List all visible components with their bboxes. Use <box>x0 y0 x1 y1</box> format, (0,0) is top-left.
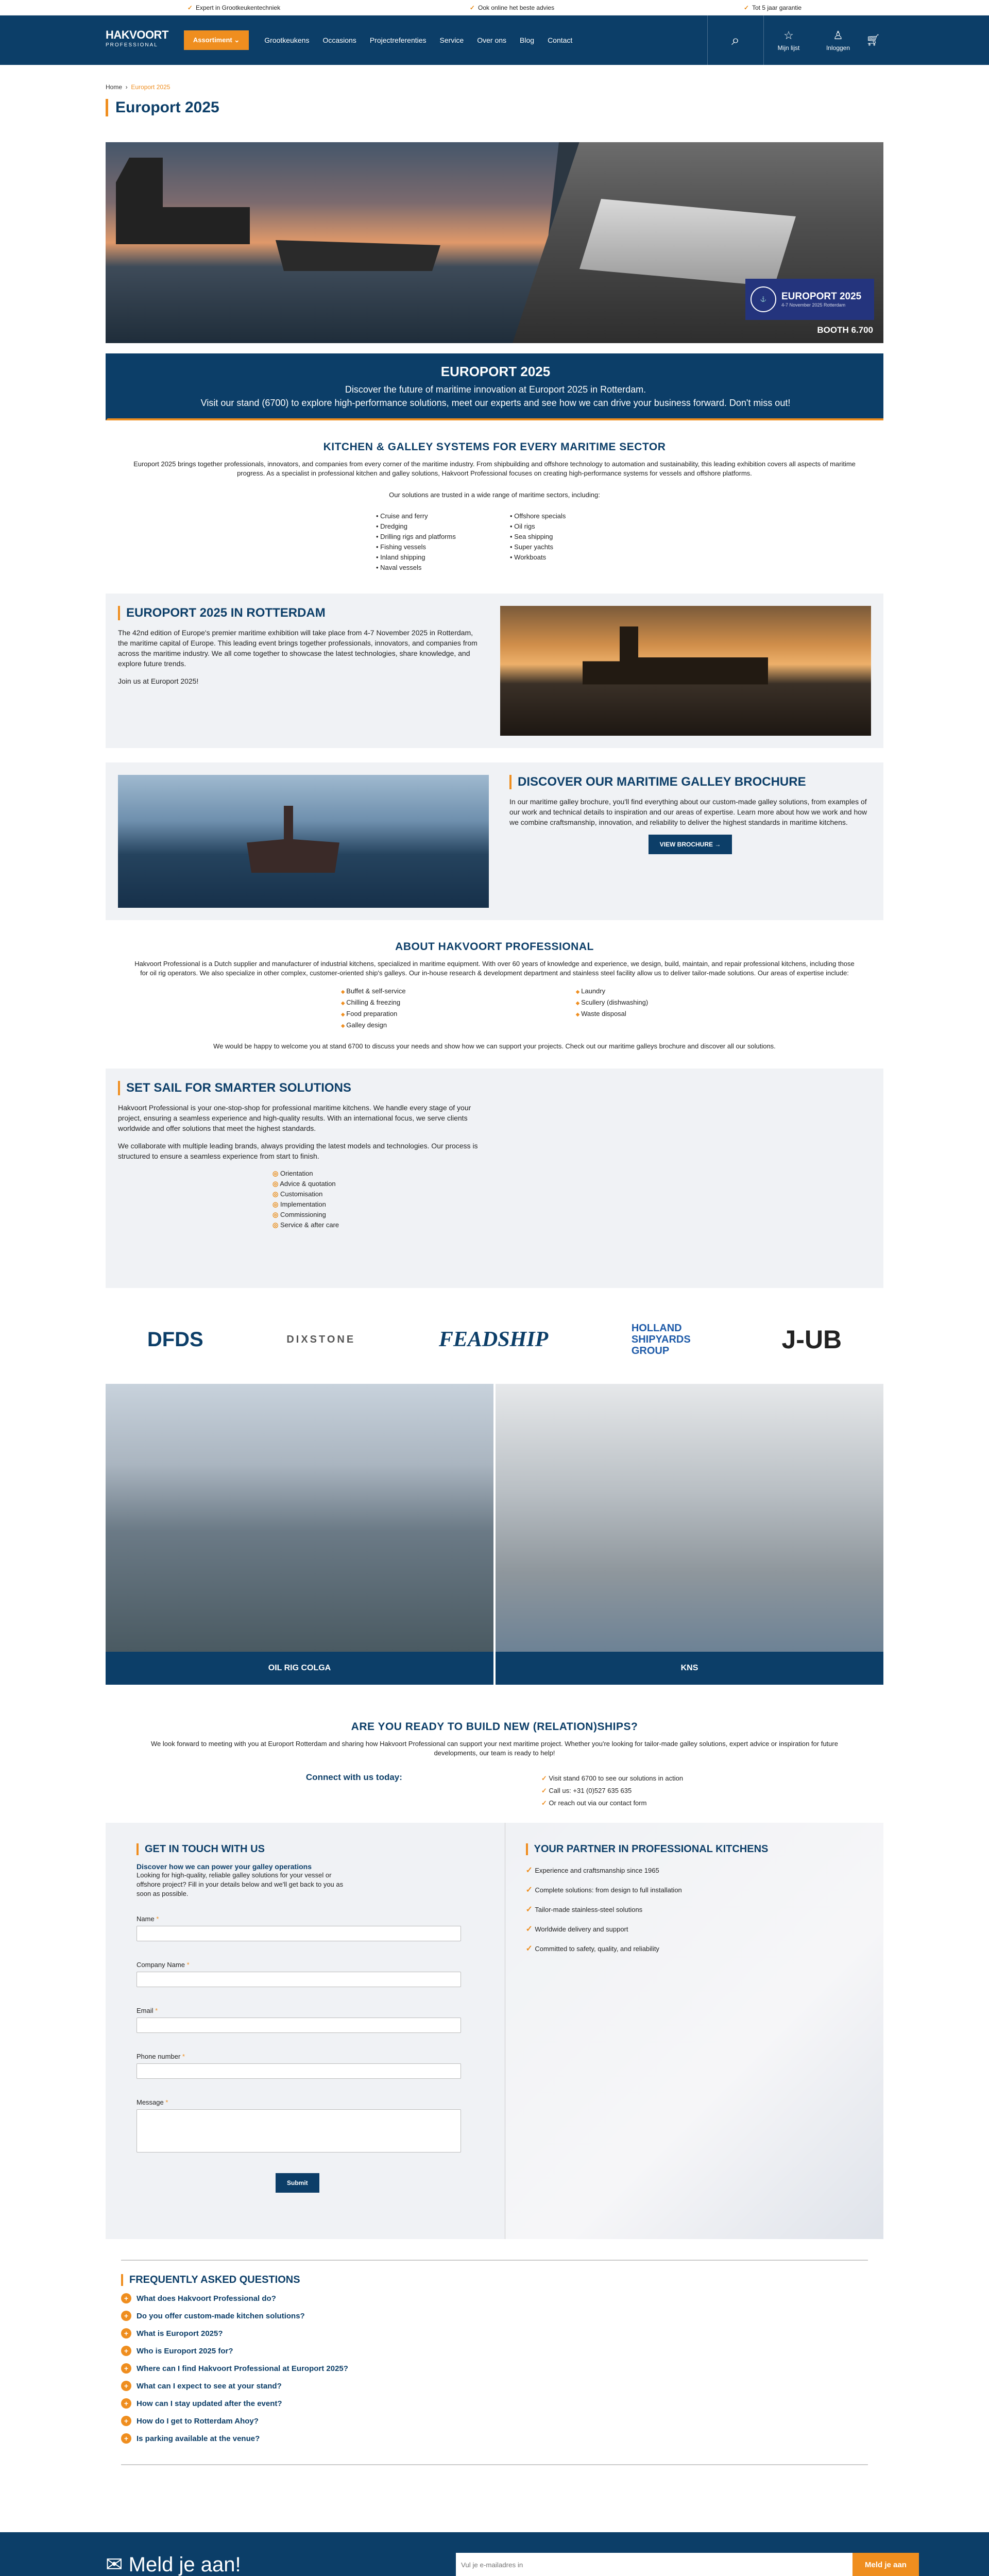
breadcrumb: Home › Europort 2025 <box>106 83 170 91</box>
partner-title: YOUR PARTNER IN PROFESSIONAL KITCHENS <box>526 1843 863 1855</box>
list-item: ◆ Food preparation <box>341 1009 406 1020</box>
faq-question[interactable]: + Is parking available at the venue? <box>121 2433 868 2444</box>
contact-section <box>106 1823 883 2239</box>
usp-bar <box>0 0 989 15</box>
plus-icon: + <box>121 2346 131 2356</box>
list-item: ✓ Experience and craftsmanship since 1965 <box>526 1866 863 1876</box>
rotterdam-join: Join us at Europort 2025! <box>118 677 199 685</box>
cart-icon: 🛒︎ <box>866 33 880 46</box>
banner-title: EUROPORT 2025 <box>440 364 551 379</box>
brochure-section <box>106 762 883 920</box>
banner-line: Visit our stand (6700) to explore high-performance solutions, meet our experts and see how we can drive your business forward. Don't miss out! <box>200 398 791 408</box>
nav-item-projectreferenties[interactable]: Projectreferenties <box>369 36 427 44</box>
search-icon: ⌕ <box>731 31 740 48</box>
rotterdam-section <box>106 594 883 748</box>
plus-icon: + <box>121 2398 131 2409</box>
search-button[interactable] <box>707 15 764 65</box>
submit-button[interactable]: Submit <box>276 2173 319 2193</box>
list-item: ◆ Galley design <box>341 1020 406 1031</box>
faq-question[interactable]: + How can I stay updated after the event? <box>121 2398 868 2409</box>
mail-icon: ✉ <box>106 2553 123 2576</box>
chevron-down-icon: ⌄ <box>234 36 240 44</box>
project-photos <box>106 1384 883 1685</box>
project-card[interactable] <box>106 1384 493 1685</box>
assortiment-button[interactable]: Assortiment ⌄ <box>184 30 249 50</box>
list-item: ◆ Laundry <box>576 986 649 997</box>
list-item: ◎ Service & after care <box>272 1221 339 1229</box>
sectors-intro: Europort 2025 brings together professionals, innovators, and companies from every corner of the maritime industry. From shipbuilding and offshore technology to automation and sustainability, this leading exhibition covers all aspects of maritime progress. As a specialist in professional kitchen and galley solutions, Hakvoort Professional focuses on creating high-performance systems for vessels and offshore platforms. <box>133 460 856 477</box>
booth-label: BOOTH 6.700 <box>817 325 873 335</box>
faq-question[interactable]: + How do I get to Rotterdam Ahoy? <box>121 2416 868 2426</box>
newsletter-section <box>0 2532 989 2576</box>
list-item: • Dredging <box>376 522 407 530</box>
list-item: • Naval vessels <box>376 564 422 571</box>
breadcrumb-home[interactable]: Home <box>106 83 123 91</box>
feadship-logo: FEADSHIP <box>438 1328 549 1351</box>
faq-question[interactable]: + What does Hakvoort Professional do? <box>121 2293 868 2303</box>
list-item: • Fishing vessels <box>376 543 427 551</box>
list-item: ◎ Advice & quotation <box>272 1180 336 1188</box>
faq-question[interactable]: + What is Europort 2025? <box>121 2328 868 2338</box>
dfds-logo: DFDS <box>147 1328 203 1351</box>
rig-at-sea-image <box>118 775 489 908</box>
holland-shipyards-logo: HOLLAND SHIPYARDS GROUP <box>631 1323 691 1357</box>
jub-logo: J-UB <box>781 1325 842 1354</box>
faq-question[interactable]: + Who is Europort 2025 for? <box>121 2346 868 2356</box>
star-icon: ☆ <box>783 29 794 42</box>
faq-question[interactable]: + Do you offer custom-made kitchen solutions? <box>121 2311 868 2321</box>
usp-text: Expert in Grootkeukentechniek <box>195 4 281 11</box>
plus-icon: + <box>121 2416 131 2426</box>
hero-banner <box>106 142 883 343</box>
list-item[interactable]: ✓ Call us: +31 (0)527 635 635 <box>541 1785 683 1797</box>
list-item: • Inland shipping <box>376 553 425 561</box>
kns-kitchen-image <box>496 1384 883 1652</box>
usp-item <box>470 4 554 11</box>
breadcrumb-current: Europort 2025 <box>131 83 170 91</box>
rotterdam-text: The 42nd edition of Europe's premier maritime exhibition will take place from 4-7 November 2025 in Rotterdam, the maritime capital of Europe. This leading event brings together professionals, innovators, and companies from across the maritime industry. We all come together to showcase the latest technologies, share knowledge, and explore future trends. <box>118 629 478 668</box>
list-item: ✓ Visit stand 6700 to see our solutions in action <box>541 1772 683 1785</box>
login-button[interactable]: ♙ Inloggen <box>826 29 850 52</box>
plus-icon: + <box>121 2381 131 2391</box>
plus-icon: + <box>121 2311 131 2321</box>
list-item: ✓ Tailor-made stainless-steel solutions <box>526 1905 863 1915</box>
form-text: Looking for high-quality, reliable galley solutions for your vessel or offshore project? Fill in your details below and we'll get back to you as soon as possible. <box>137 1871 344 1897</box>
nav-item-blog[interactable]: Blog <box>520 36 535 44</box>
rotterdam-title: EUROPORT 2025 IN ROTTERDAM <box>118 606 480 620</box>
list-item: ◆ Waste disposal <box>576 1009 649 1020</box>
faq-section <box>121 2260 868 2465</box>
message-label: Message * <box>137 2098 168 2106</box>
name-label: Name * <box>137 1915 159 1923</box>
phone-label: Phone number * <box>137 2053 185 2060</box>
cart-button[interactable] <box>863 33 883 47</box>
list-item: • Workboats <box>510 553 547 561</box>
sail-section <box>106 1069 883 1288</box>
newsletter-title: ✉ Meld je aan! <box>106 2553 241 2576</box>
about-title: ABOUT HAKVOORT PROFESSIONAL <box>395 941 594 953</box>
site-logo[interactable]: HAKVOORT PROFESSIONAL <box>106 28 168 48</box>
dixstone-logo: DIXSTONE <box>286 1333 356 1345</box>
usp-item <box>187 4 280 11</box>
list-item: ✓ Complete solutions: from design to full installation <box>526 1885 863 1895</box>
ready-text: We look forward to meeting with you at Europort Rotterdam and sharing how Hakvoort Professional can support your next maritime project. Whether you're looking for tailor-made galley solutions, expert advice or inspiration for future developments, our team is ready to help! <box>151 1740 838 1757</box>
europort-badge: ⚓ EUROPORT 2025 4-7 November 2025 Rotterdam <box>745 279 874 320</box>
view-brochure-button[interactable]: VIEW BROCHURE → <box>649 835 732 854</box>
banner-line: Discover the future of maritime innovation at Europort 2025 in Rotterdam. <box>345 384 646 395</box>
plus-icon: + <box>121 2363 131 2374</box>
company-label: Company Name * <box>137 1961 190 1969</box>
project-caption: OIL RIG COLGA <box>106 1652 493 1685</box>
check-icon: ✓ <box>187 4 193 11</box>
faq-question[interactable]: + Where can I find Hakvoort Professional at Europort 2025? <box>121 2363 868 2374</box>
project-card[interactable] <box>496 1384 883 1685</box>
nav-item-occasions[interactable]: Occasions <box>322 36 356 44</box>
list-item: • Oil rigs <box>510 522 535 530</box>
message-field[interactable] <box>137 2109 461 2153</box>
expertise-list <box>106 986 883 1031</box>
sectors-list <box>106 511 883 573</box>
name-field[interactable] <box>137 1926 461 1941</box>
list-item: ◎ Implementation <box>272 1200 326 1208</box>
sectors-title: KITCHEN & GALLEY SYSTEMS FOR EVERY MARITIME SECTOR <box>323 441 666 453</box>
list-item: ◆ Chilling & freezing <box>341 997 406 1009</box>
list-item: ◆ Scullery (dishwashing) <box>576 997 649 1009</box>
usp-text: Tot 5 jaar garantie <box>752 4 802 11</box>
wishlist-button[interactable]: ☆ Mijn lijst <box>777 29 800 52</box>
nav-item-service[interactable]: Service <box>439 36 464 44</box>
brochure-text: In our maritime galley brochure, you'll find everything about our custom-made galley solutions, from examples of our work and technical details to inspiration and our areas of expertise. Learn more about how we work and how we combine craftsmanship, innovation, and reliability to deliver the highest standards in maritime kitchens. <box>509 798 867 826</box>
list-item: ◎ Orientation <box>272 1170 313 1177</box>
plus-icon: + <box>121 2433 131 2444</box>
list-item: ◎ Commissioning <box>272 1211 326 1218</box>
sectors-trusted: Our solutions are trusted in a wide range of maritime sectors, including: <box>389 491 600 499</box>
europort-logo-icon: ⚓ <box>751 286 776 312</box>
connect-label: Connect with us today: <box>305 1772 402 1782</box>
list-item: • Offshore specials <box>510 512 566 520</box>
sail-text: We collaborate with multiple leading brands, always providing the latest models and technologies. Our process is structured to ensure a seamless experience from start to finish. <box>118 1142 478 1160</box>
list-item[interactable]: ✓ Or reach out via our contact form <box>541 1797 683 1809</box>
list-item: • Super yachts <box>510 543 554 551</box>
list-item: • Cruise and ferry <box>376 512 428 520</box>
usp-item <box>744 4 802 11</box>
sail-text: Hakvoort Professional is your one-stop-shop for professional maritime kitchens. We handle every stage of your project, ensuring a seamless experience and high-quality results. With an international focus, we serve clients worldwide and offer solutions that meet the highest standards. <box>118 1104 471 1132</box>
newsletter-email-input[interactable] <box>456 2553 852 2576</box>
phone-field[interactable] <box>137 2063 461 2079</box>
form-title: GET IN TOUCH WITH US <box>137 1843 474 1855</box>
newsletter-submit-button[interactable]: Meld je aan <box>852 2553 919 2576</box>
oil-rig-image <box>500 606 871 736</box>
check-icon: ✓ <box>743 4 749 11</box>
process-steps <box>272 1168 489 1230</box>
about-text: Hakvoort Professional is a Dutch supplier and manufacturer of industrial kitchens, specialized in maritime equipment. With over 60 years of knowledge and experience, we design, build, maintain, and repair professional kitchens, including those for oil rig operators. We also specialize in other complex, customer-oriented ship's galleys. Our in-house research & development department and stainless steel facility allow us to deliver tailor-made solutions. Our areas of expertise include: <box>134 960 855 977</box>
main-nav <box>264 36 707 44</box>
ready-title: ARE YOU READY TO BUILD NEW (RELATION)SHIPS? <box>351 1721 638 1733</box>
page-title: Europort 2025 <box>106 99 883 116</box>
plus-icon: + <box>121 2328 131 2338</box>
connect-block <box>106 1772 883 1809</box>
nav-item-grootkeukens[interactable]: Grootkeukens <box>264 36 310 44</box>
partner-block <box>505 1823 884 2239</box>
list-item: ◎ Customisation <box>272 1190 323 1198</box>
email-field[interactable] <box>137 2018 461 2033</box>
welcome-text: We would be happy to welcome you at stand 6700 to discuss your needs and show how we can support your projects. Check out our maritime galleys brochure and discover all our solutions. <box>213 1042 776 1050</box>
intro-banner <box>106 353 883 420</box>
client-logos <box>106 1298 883 1381</box>
sail-title: SET SAIL FOR SMARTER SOLUTIONS <box>118 1081 489 1095</box>
project-caption: KNS <box>496 1652 883 1685</box>
list-item: ✓ Committed to safety, quality, and reliability <box>526 1944 863 1954</box>
company-field[interactable] <box>137 1972 461 1987</box>
list-item: ◆ Buffet & self-service <box>341 986 406 997</box>
oil-rig-colga-image <box>106 1384 493 1652</box>
nav-item-over-ons[interactable]: Over ons <box>477 36 507 44</box>
list-item: ✓ Worldwide delivery and support <box>526 1924 863 1935</box>
contact-form <box>106 1823 505 2239</box>
email-label: Email * <box>137 2007 158 2014</box>
list-item: • Drilling rigs and platforms <box>376 533 456 540</box>
plus-icon: + <box>121 2293 131 2303</box>
usp-text: Ook online het beste advies <box>478 4 555 11</box>
brochure-title: DISCOVER OUR MARITIME GALLEY BROCHURE <box>509 775 871 789</box>
nav-item-contact[interactable]: Contact <box>548 36 573 44</box>
form-subtitle: Discover how we can power your galley operations <box>137 1862 312 1871</box>
site-header <box>0 15 989 65</box>
faq-title: FREQUENTLY ASKED QUESTIONS <box>121 2274 868 2286</box>
faq-question[interactable]: + What can I expect to see at your stand? <box>121 2381 868 2391</box>
check-icon: ✓ <box>469 4 475 11</box>
list-item: • Sea shipping <box>510 533 553 540</box>
user-icon: ♙ <box>833 29 843 42</box>
